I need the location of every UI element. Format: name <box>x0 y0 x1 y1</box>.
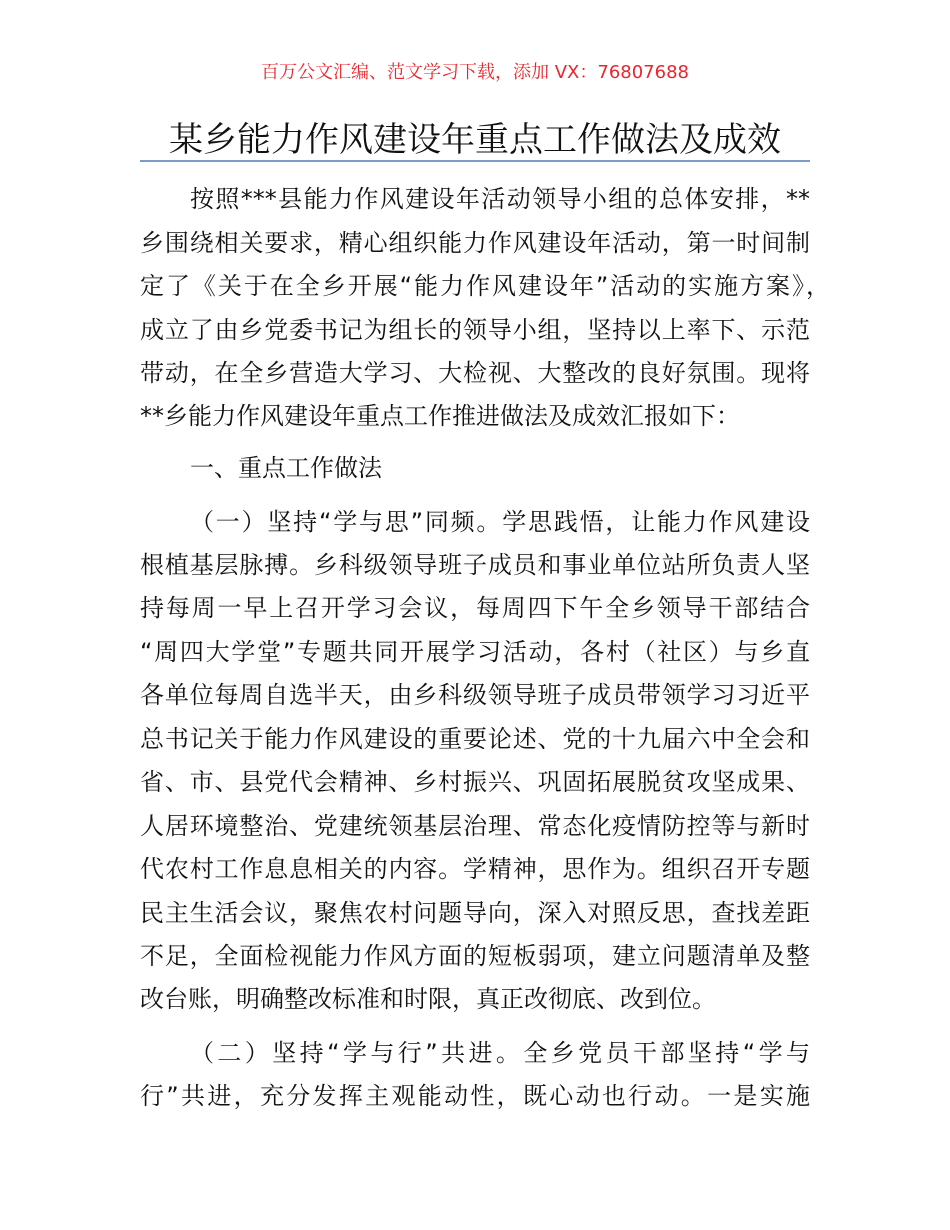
body-line: 行”共进，充分发挥主观能动性，既心动也行动。一是实施 <box>140 1082 810 1110</box>
intro-line: **乡能力作风建设年重点工作推进做法及成效汇报如下： <box>140 402 740 430</box>
intro-line: 按照***县能力作风建设年活动领导小组的总体安排，** <box>190 185 810 213</box>
watermark-banner: 百万公文汇编、范文学习下载，添加 VX：76807688 <box>261 62 689 83</box>
body-line: 人居环境整治、党建统领基层治理、常态化疫情防控等与新时 <box>140 812 810 840</box>
intro-line: 乡围绕相关要求，精心组织能力作风建设年活动，第一时间制 <box>140 229 810 257</box>
intro-line: 带动，在全乡营造大学习、大检视、大整改的良好氛围。现将 <box>140 359 810 387</box>
body-line: 改台账，明确整改标准和时限，真正改彻底、改到位。 <box>140 985 716 1013</box>
body-line: 各单位每周自选半天，由乡科级领导班子成员带领学习习近平 <box>140 681 810 709</box>
body-line: “周四大学堂”专题共同开展学习活动，各村（社区）与乡直 <box>140 638 810 666</box>
title-divider <box>140 160 810 162</box>
section-heading: 一、重点工作做法 <box>190 454 382 482</box>
body-line: 持每周一早上召开学习会议，每周四下午全乡领导干部结合 <box>140 594 810 622</box>
intro-line: 成立了由乡党委书记为组长的领导小组，坚持以上率下、示范 <box>140 316 810 344</box>
body-line: 民主生活会议，聚焦农村问题导向，深入对照反思，查找差距 <box>140 899 810 927</box>
intro-line: 定了《关于在全乡开展“能力作风建设年”活动的实施方案》， <box>140 272 830 300</box>
body-line: （二）坚持“学与行”共进。全乡党员干部坚持“学与 <box>190 1039 810 1067</box>
body-line: 省、市、县党代会精神、乡村振兴、巩固拓展脱贫攻坚成果、 <box>140 768 810 796</box>
body-line: 根植基层脉搏。乡科级领导班子成员和事业单位站所负责人坚 <box>140 551 810 579</box>
body-line: 总书记关于能力作风建设的重要论述、党的十九届六中全会和 <box>140 725 810 753</box>
document-title: 某乡能力作风建设年重点工作做法及成效 <box>169 120 781 160</box>
body-line: 代农村工作息息相关的内容。学精神，思作为。组织召开专题 <box>140 855 810 883</box>
body-line: （一）坚持“学与思”同频。学思践悟，让能力作风建设 <box>190 508 810 536</box>
body-line: 不足，全面检视能力作风方面的短板弱项，建立问题清单及整 <box>140 942 810 970</box>
